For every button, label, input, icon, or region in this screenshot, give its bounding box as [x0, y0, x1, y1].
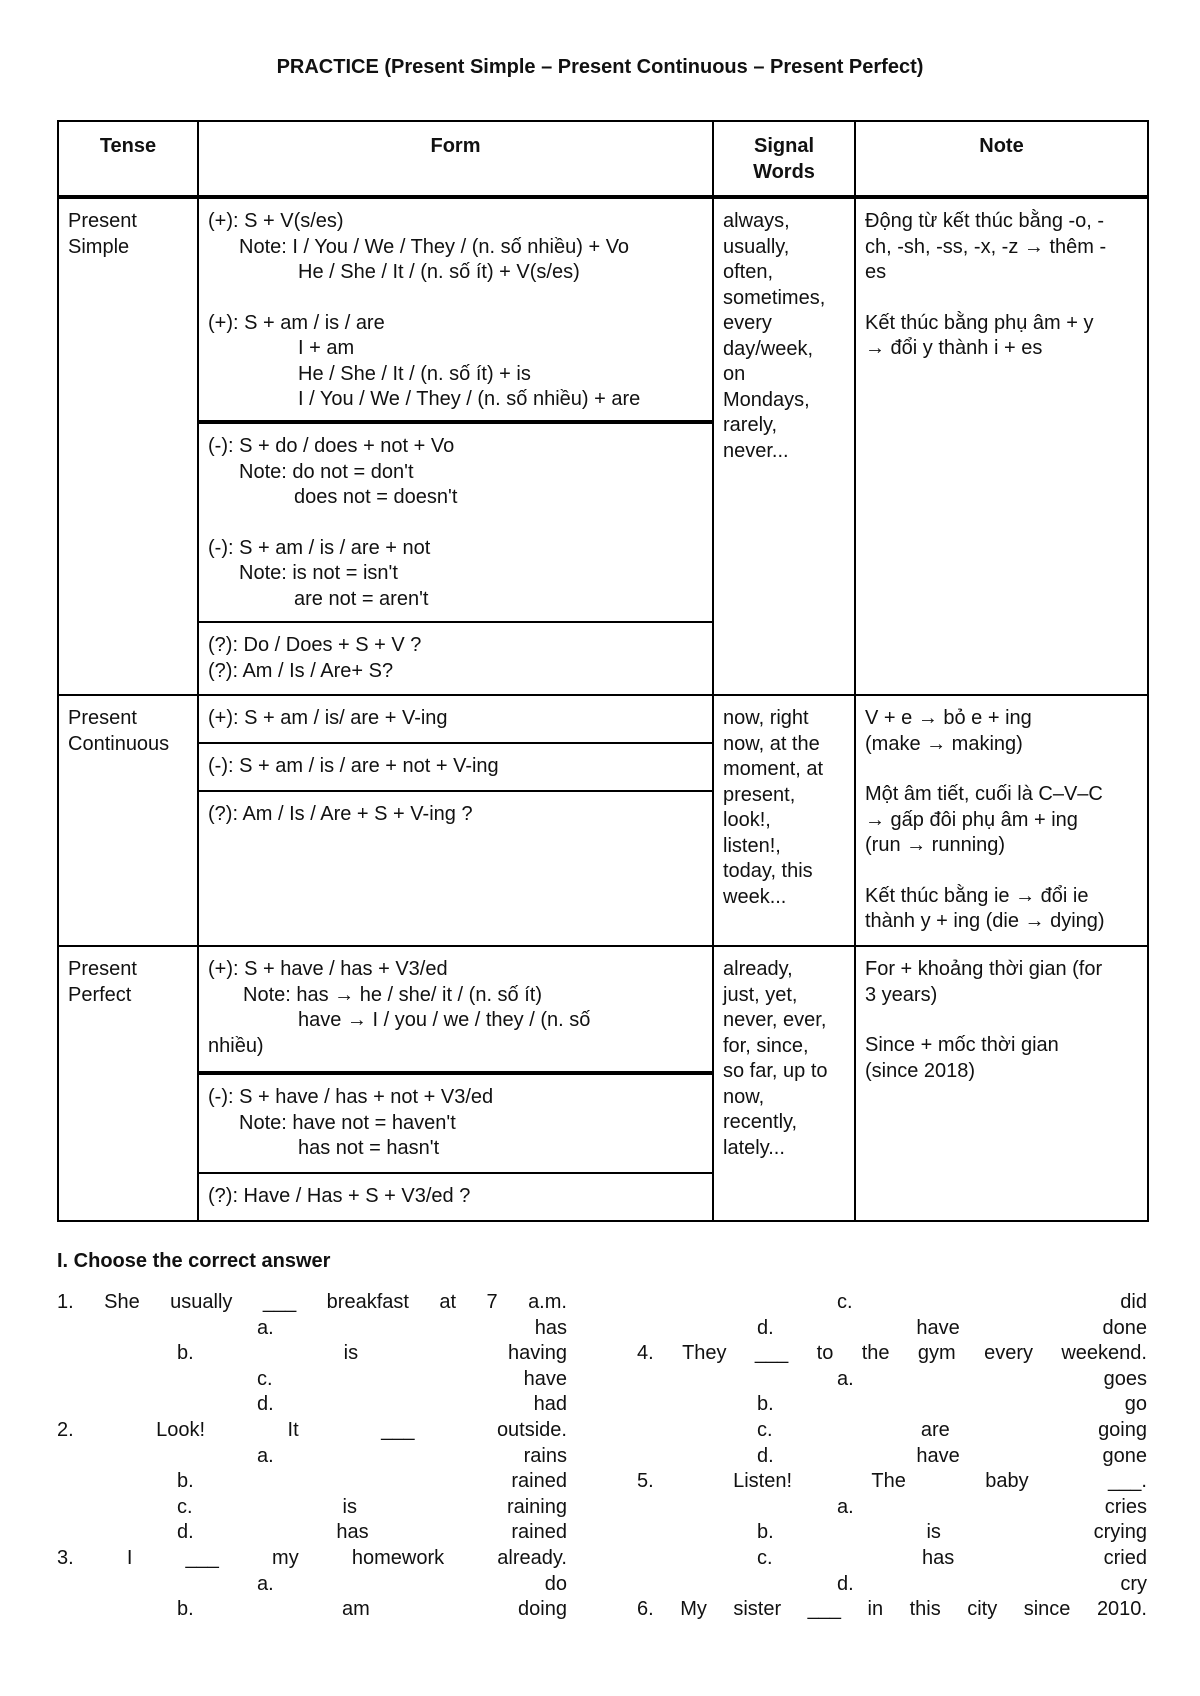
exercise-word: already. [497, 1546, 567, 1569]
exercise-word: She [104, 1291, 140, 1313]
option-letter: d. [757, 1444, 774, 1467]
exercise-word: cry [1120, 1572, 1147, 1595]
exercise-line [57, 1597, 567, 1623]
exercise-left-column [57, 1290, 567, 1623]
exercise-line [637, 1290, 1147, 1316]
option-letter: a. [257, 1316, 274, 1339]
form-continuous-negative: (-): S + am / is / are + not + V-ing [198, 743, 713, 791]
exercise-word: do [544, 1572, 567, 1595]
form-continuous-positive: (+): S + am / is/ are + V-ing [198, 695, 713, 743]
exercise-line [637, 1444, 1147, 1470]
exercise-line [57, 1520, 567, 1546]
exercise-word: are [920, 1418, 950, 1441]
exercise-word: cried [1103, 1546, 1147, 1569]
exercise-line [57, 1341, 567, 1367]
exercise-word: is [342, 1495, 357, 1518]
exercise-word: gym [917, 1342, 956, 1365]
option-letter: b. [177, 1342, 194, 1365]
exercise-word: goes [1103, 1367, 1147, 1390]
exercise-word: is [343, 1342, 359, 1365]
tense-present-simple: Present Simple [58, 197, 198, 695]
exercise-line [57, 1572, 567, 1598]
option-letter: d. [257, 1393, 274, 1416]
form-perfect-negative: (-): S + have / has + not + V3/ed Note: have not = haven't has not = hasn't [198, 1073, 713, 1173]
exercise-word: cries [1104, 1495, 1147, 1518]
page-title: PRACTICE (Present Simple – Present Continuous – Present Perfect) [276, 56, 924, 78]
exercise-word: have [916, 1444, 960, 1467]
table-header-row [58, 121, 1148, 197]
exercise-line [637, 1392, 1147, 1418]
exercise-line [637, 1495, 1147, 1521]
exercise-line [57, 1469, 567, 1495]
exercise-word: ___ [754, 1342, 789, 1365]
note-present-continuous: V + e → bỏ e + ing (make → making) Một âm tiết, cuối là C–V–C → gấp đôi phụ âm + ing (run → running) Kết thúc bằng ie → đổi ie thành y + ing (die → dying) [855, 695, 1148, 946]
exercise-word: They [682, 1342, 727, 1365]
header-signal-words: Signal Words [713, 121, 855, 197]
exercise-word: at [439, 1291, 457, 1313]
exercise-word: the [861, 1342, 890, 1365]
question-number: 3. [57, 1546, 74, 1569]
exercise-word: did [1120, 1291, 1147, 1313]
form-perfect-positive: (+): S + have / has + V3/ed Note: has → he / she/ it / (n. số ít) have → I / you / we / they / (n. số nhiều) [198, 946, 713, 1073]
exercise-word: 7 [486, 1291, 498, 1313]
form-simple-positive: (+): S + V(s/es) Note: I / You / We / They / (n. số nhiều) + Vo He / She / It / (n. số ít) + V(s/es) (+): S + am / is / are I + am He / She / It / (n. số ít) + is I / You / We / They / (n. số nhiều) + are [198, 197, 713, 422]
exercise-word: rains [523, 1444, 567, 1467]
exercise-word: a.m. [528, 1291, 567, 1313]
exercise-line [637, 1418, 1147, 1444]
exercise-word: since [1023, 1598, 1071, 1621]
exercise-word: go [1124, 1393, 1147, 1416]
option-letter: a. [837, 1367, 854, 1390]
exercise-line [57, 1392, 567, 1418]
exercise-word: to [816, 1342, 834, 1365]
exercise-word: sister [733, 1598, 782, 1621]
exercise-word: usually [170, 1291, 233, 1313]
exercise-word: crying [1093, 1521, 1147, 1544]
option-letter: b. [757, 1393, 774, 1416]
exercise-word: every [984, 1342, 1033, 1365]
table-row-present-simple [58, 197, 1148, 422]
form-simple-negative: (-): S + do / does + not + Vo Note: do not = don't does not = doesn't (-): S + am / is / are + not Note: is not = isn't are not = aren't [198, 422, 713, 622]
exercise-word: gone [1102, 1444, 1147, 1467]
exercise-word: is [926, 1521, 941, 1544]
exercise-word: I [126, 1546, 133, 1569]
exercise-word: The [871, 1470, 906, 1493]
exercise-word: am [341, 1598, 370, 1621]
signal-present-simple: always, usually, often, sometimes, every day/week, on Mondays, rarely, never... [713, 197, 855, 695]
exercise-word: breakfast [326, 1291, 409, 1313]
signal-present-perfect: already, just, yet, never, ever, for, since, so far, up to now, recently, lately... [713, 946, 855, 1221]
exercise-word: Look! [156, 1418, 206, 1441]
exercise-word: has [534, 1316, 567, 1339]
exercise-word: My [680, 1598, 707, 1621]
exercise-word: doing [518, 1598, 567, 1621]
option-letter: d. [177, 1521, 194, 1544]
option-letter: b. [757, 1521, 774, 1544]
exercise-line [637, 1597, 1147, 1623]
exercise-word: have [523, 1367, 567, 1390]
exercise-line [637, 1546, 1147, 1572]
exercise-line [57, 1367, 567, 1393]
exercise-word: weekend. [1061, 1342, 1147, 1365]
form-simple-question: (?): Do / Does + S + V ? (?): Am / Is / Are+ S? [198, 622, 713, 695]
exercise-word: ___. [1108, 1470, 1147, 1493]
option-letter: b. [177, 1470, 194, 1493]
exercise-line [637, 1469, 1147, 1495]
exercise-word: It [287, 1418, 299, 1441]
exercise-line [57, 1546, 567, 1572]
exercise-word: ___ [381, 1418, 415, 1441]
option-letter: c. [177, 1495, 193, 1518]
option-letter: c. [257, 1367, 273, 1390]
option-letter: d. [757, 1316, 774, 1339]
tense-present-continuous: Present Continuous [58, 695, 198, 946]
exercise-word: raining [506, 1495, 567, 1518]
exercise-word: rained [511, 1521, 567, 1544]
exercise-word: homework [351, 1546, 445, 1569]
option-letter: c. [837, 1291, 853, 1313]
option-letter: c. [757, 1418, 773, 1441]
header-tense: Tense [58, 121, 198, 197]
note-present-perfect: For + khoảng thời gian (for 3 years) Since + mốc thời gian (since 2018) [855, 946, 1148, 1221]
exercise-word: city [967, 1598, 998, 1621]
exercise-word: had [533, 1393, 567, 1416]
exercise-word: rained [511, 1470, 567, 1493]
exercise-line [637, 1572, 1147, 1598]
tense-present-perfect: Present Perfect [58, 946, 198, 1221]
exercise-word: in [867, 1598, 884, 1621]
exercise-line [637, 1341, 1147, 1367]
exercise-word: have [916, 1316, 960, 1339]
exercise-line [57, 1418, 567, 1444]
option-letter: d. [837, 1572, 854, 1595]
exercise-line [57, 1495, 567, 1521]
question-number: 5. [637, 1470, 654, 1493]
exercise-word: baby [985, 1470, 1029, 1493]
exercise-word: Listen! [733, 1470, 793, 1493]
option-letter: a. [257, 1572, 274, 1595]
exercise-line [637, 1316, 1147, 1342]
exercise-line [637, 1520, 1147, 1546]
exercise-word: this [909, 1598, 941, 1621]
option-letter: c. [757, 1546, 773, 1569]
exercise-word: outside. [496, 1418, 567, 1441]
signal-present-continuous: now, right now, at the moment, at present, look!, listen!, today, this week... [713, 695, 855, 946]
exercise-line [57, 1444, 567, 1470]
exercise-word: 2010. [1096, 1598, 1147, 1621]
question-number: 2. [57, 1418, 74, 1441]
exercise-word: ___ [807, 1598, 842, 1621]
exercise-word: ___ [185, 1546, 219, 1569]
exercise-word: going [1098, 1418, 1147, 1441]
question-number: 6. [637, 1598, 654, 1621]
table-row-present-perfect [58, 946, 1148, 1073]
form-perfect-question: (?): Have / Has + S + V3/ed ? [198, 1173, 713, 1221]
exercise-word: having [508, 1342, 567, 1365]
table-row-present-continuous [58, 695, 1148, 743]
option-letter: b. [177, 1598, 194, 1621]
header-form: Form [198, 121, 713, 197]
exercise-word: ___ [262, 1291, 297, 1313]
option-letter: a. [257, 1444, 274, 1467]
exercise-right-column [637, 1290, 1147, 1623]
form-continuous-question: (?): Am / Is / Are + S + V-ing ? [198, 791, 713, 946]
exercise-word: my [272, 1546, 299, 1569]
question-number: 4. [637, 1342, 654, 1365]
exercise-heading: I. Choose the correct answer [57, 1250, 331, 1272]
exercise-word: done [1102, 1316, 1147, 1339]
exercise-line [57, 1290, 567, 1316]
question-number: 1. [57, 1291, 74, 1313]
option-letter: a. [837, 1495, 854, 1518]
exercise-word: has [921, 1546, 955, 1569]
grammar-table [57, 120, 1149, 1222]
header-note: Note [855, 121, 1148, 197]
note-present-simple: Động từ kết thúc bằng -o, - ch, -sh, -ss, -x, -z → thêm - es Kết thúc bằng phụ âm + y → đổi y thành i + es [855, 197, 1148, 695]
exercise-word: has [336, 1521, 369, 1544]
exercise-line [637, 1367, 1147, 1393]
exercise-line [57, 1316, 567, 1342]
